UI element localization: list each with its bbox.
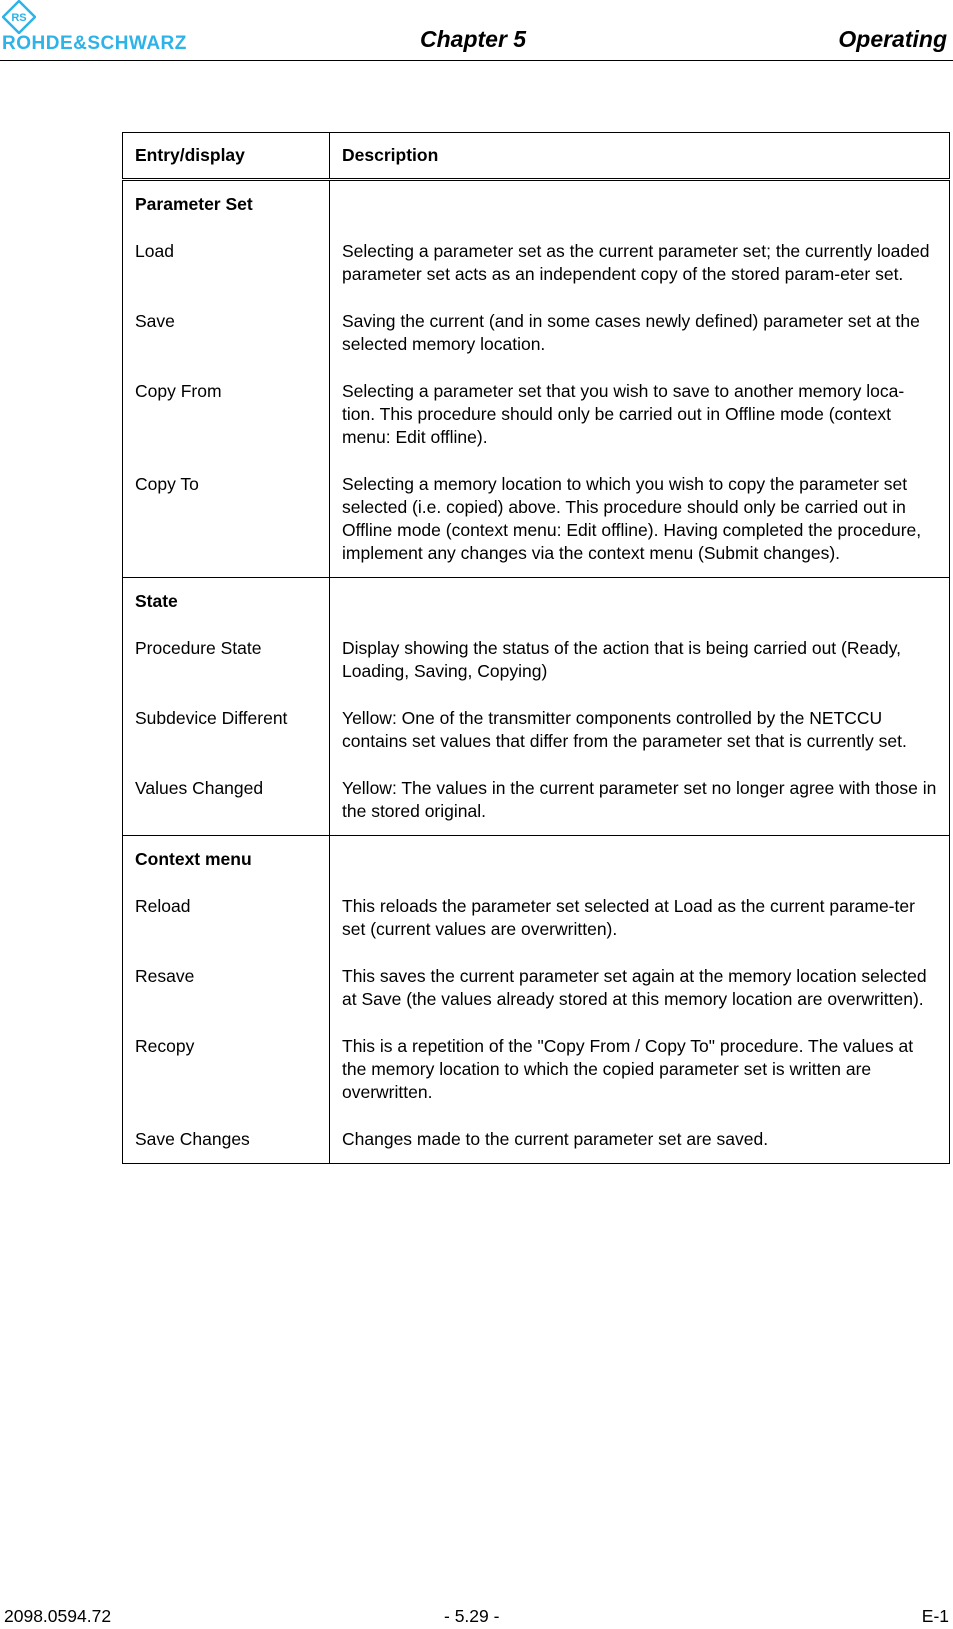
description-cell	[330, 836, 950, 1164]
group-title: State	[135, 591, 178, 611]
page-footer	[0, 1606, 953, 1629]
description-cell	[330, 578, 950, 836]
entry-description: Display showing the status of the action that is being carried out (Ready, Loading, Saving, Copying)	[342, 638, 902, 681]
chapter-title: Chapter 5	[420, 26, 527, 52]
entry-description: Changes made to the current parameter set are saved.	[342, 1129, 769, 1149]
entry-label: Resave	[135, 966, 195, 986]
entry-label: Procedure State	[135, 638, 262, 658]
rs-diamond-icon	[2, 0, 36, 34]
entry-description: Selecting a memory location to which you wish to copy the parameter set selected (i.e. copied) above. This procedure should only be carried out in Offline mode (context menu: Edit offline). Having completed the procedure, implement any changes via the context menu (Submit changes).	[342, 474, 922, 563]
doc-number: 2098.0594.72	[4, 1606, 112, 1626]
entry-description: Yellow: One of the transmitter components controlled by the NETCCU contains set values that differ from the parameter set that is currently set.	[342, 708, 907, 751]
entry-description: Selecting a parameter set that you wish to save to another memory loca-tion. This procedure should only be carried out in Offline mode (context menu: Edit offline).	[342, 381, 905, 447]
section-title: Operating	[838, 26, 947, 52]
table-row	[123, 836, 950, 1164]
table-row	[123, 578, 950, 836]
page-number: - 5.29 -	[444, 1606, 500, 1626]
header-divider	[0, 60, 953, 61]
rohde-schwarz-logo	[0, 0, 230, 58]
column-header-entry: Entry/display	[123, 133, 330, 180]
entry-description-table	[122, 132, 950, 1164]
entry-description: Yellow: The values in the current parameter set no longer agree with those in the stored original.	[342, 778, 937, 821]
entry-label: Copy From	[135, 381, 222, 401]
entry-label: Save Changes	[135, 1129, 250, 1149]
entry-description: This reloads the parameter set selected at Load as the current parame-ter set (current values are overwritten).	[342, 896, 915, 939]
entry-description: This is a repetition of the "Copy From / Copy To" procedure. The values at the memory location to which the copied parameter set is written are overwritten.	[342, 1036, 914, 1102]
entry-label: Load	[135, 241, 174, 261]
entry-cell	[123, 180, 330, 578]
column-header-description: Description	[330, 133, 950, 180]
svg-text:RS: RS	[11, 12, 27, 24]
group-title: Context menu	[135, 849, 252, 869]
table-row	[123, 180, 950, 578]
entry-label: Copy To	[135, 474, 199, 494]
entry-description: This saves the current parameter set again at the memory location selected at Save (the values already stored at this memory location are overwritten).	[342, 966, 927, 1009]
entry-label: Save	[135, 311, 175, 331]
entry-cell	[123, 836, 330, 1164]
entry-cell	[123, 578, 330, 836]
table-header-row	[123, 133, 950, 180]
entry-label: Recopy	[135, 1036, 195, 1056]
entry-label: Subdevice Different	[135, 708, 288, 728]
entry-label: Values Changed	[135, 778, 264, 798]
entry-description: Saving the current (and in some cases newly defined) parameter set at the selected memory location.	[342, 311, 920, 354]
description-cell	[330, 180, 950, 578]
edition: E-1	[921, 1606, 949, 1626]
page-header	[0, 0, 953, 62]
entry-description: Selecting a parameter set as the current parameter set; the currently loaded parameter set acts as an independent copy of the stored param-eter set.	[342, 241, 930, 284]
entry-label: Reload	[135, 896, 191, 916]
brand-name: ROHDE&SCHWARZ	[2, 33, 187, 54]
group-title: Parameter Set	[135, 194, 253, 214]
